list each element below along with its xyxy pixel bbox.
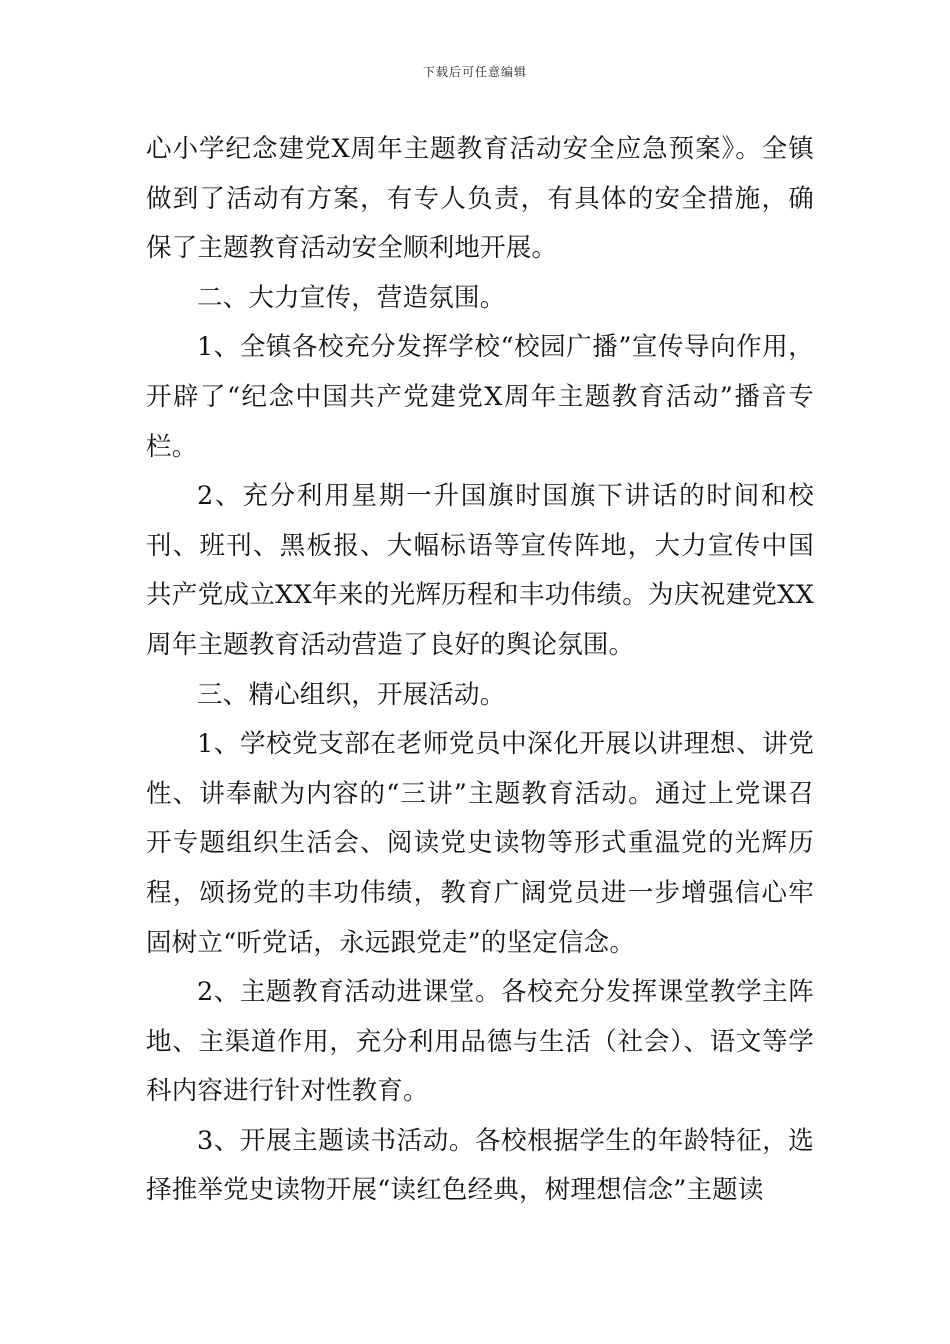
paragraph: 1、学校党支部在老师党员中深化开展以讲理想、讲党性、讲奉献为内容的“三讲”主题教育活动。通过上党课召开专题组织生活会、阅读党史读物等形式重温党的光辉历程，颂扬党的丰功伟绩，教育广阔党员进一步增强信心牢固树立“听党话，永远跟党走”的坚定信念。: [146, 729, 814, 958]
page-header: 下载后可任意编辑: [422, 65, 527, 79]
paragraph: 2、充分利用星期一升国旗时国旗下讲话的时间和校刊、班刊、黑板报、大幅标语等宣传阵地，大力宣传中国共产党成立XX年来的光辉历程和丰功伟绩。为庆祝建党XX周年主题教育活动营造了良好的舆论氛围。: [146, 481, 814, 660]
paragraph: 2、主题教育活动进课堂。各校充分发挥课堂教学主阵地、主渠道作用，充分利用品德与生活（社会）、语文等学科内容进行针对性教育。: [146, 977, 814, 1107]
section-heading: 二、大力宣传，营造氛围。: [197, 282, 506, 313]
paragraph: 1、全镇各校充分发挥学校“校园广播”宣传导向作用，开辟了“纪念中国共产党建党X周年主题教育活动”播音专栏。: [146, 332, 814, 462]
paragraph: 3、开展主题读书活动。各校根据学生的年龄特征，选择推举党史读物开展“读红色经典，树理想信念”主题读: [146, 1125, 814, 1206]
paragraph: 心小学纪念建党X周年主题教育活动安全应急预案》。全镇做到了活动有方案，有专人负责，有具体的安全措施，确保了主题教育活动安全顺利地开展。: [146, 134, 814, 264]
document-body: [146, 125, 814, 1216]
section-heading: 三、精心组织，开展活动。: [197, 679, 506, 710]
